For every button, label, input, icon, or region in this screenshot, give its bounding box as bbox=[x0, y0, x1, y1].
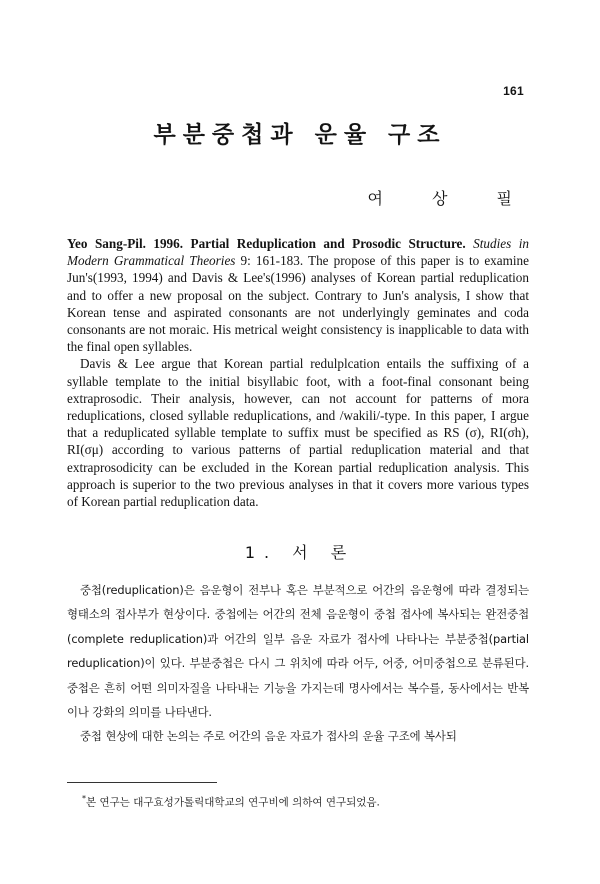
section-heading: 1. 서 론 bbox=[244, 543, 356, 562]
footnote-text: 본 연구는 대구효성가톨릭대학교의 연구비에 의하여 연구되었음. bbox=[86, 796, 380, 809]
paper-title: 부분중첩과 운율 구조 bbox=[153, 122, 447, 148]
body-text bbox=[67, 578, 529, 749]
footnote-divider bbox=[67, 782, 217, 783]
abstract-paragraph-2: Davis & Lee argue that Korean partial redulplcation entails the suffixing of a syllable template to the initial bisyllabic foot, with a foot-final consonant being extraprosodic. Their analysis, however, can not account for patterns of mora reduplications, closed syllable reduplications, and /wakili/-type. In this paper, I argue that a reduplicated syllable template to suffix must be specified as RS (σ), RI(σh), RI(σμ) according to various patterns of partial reduplication material and that extraprosodicity can be excluded in the Korean partial reduplication analysis. This approach is superior to the two previous analyses in that it covers more various types of Korean partial reduplication data. bbox=[67, 356, 529, 510]
citation: Yeo Sang-Pil. 1996. Partial Reduplication and Prosodic Structure. bbox=[67, 236, 466, 251]
abstract-paragraph-1 bbox=[67, 235, 529, 355]
page-number: 161 bbox=[503, 84, 524, 98]
journal-name: Studies in Modern Grammatical Theories bbox=[67, 236, 529, 269]
abstract-paragraph-1-text: The propose of this paper is to examine Jun's(1993, 1994) and Davis & Lee's(1996) analyses of Korean partial reduplication and to offer a new proposal on the subject. Contrary to Jun's analysis, I show that Korean tense and aspirated consonants are not underlyingly geminates and coda consonants are not moraic. His metrical weight consistency is inapplicable to data with the final open syllables. bbox=[67, 253, 529, 355]
body-paragraph-2: 중첩 현상에 대한 논의는 주로 어간의 음운 자료가 접사의 운율 구조에 복사되 bbox=[80, 729, 457, 744]
body-paragraph-1: 중첩(reduplication)은 음운형이 전부나 혹은 부분적으로 어간의 음운형에 따라 결정되는 형태소의 접사부가 현상이다. 중첩에는 어간의 전체 음운형이 중첩 접사에 복사되는 완전중첩(complete reduplication)과 어간의 일부 음운 자료가 접사에 나타나는 부분중첩(partial reduplication)이 있다. 부분중첩은 다시 그 위치에 따라 어두, 어중, 어미중첩으로 분류된다. 중첩은 흔히 어떤 의미자질을 나타내는 기능을 가지는데 명사에서는 복수를, 동사에서는 반복이나 강화의 의미를 나타낸다. bbox=[67, 583, 529, 720]
volume-pages: 9: 161-183. bbox=[240, 253, 304, 269]
author-name: 여 상 필 bbox=[367, 189, 534, 208]
footnote bbox=[82, 794, 380, 810]
footnote-marker: * bbox=[82, 794, 86, 803]
abstract bbox=[67, 235, 529, 510]
